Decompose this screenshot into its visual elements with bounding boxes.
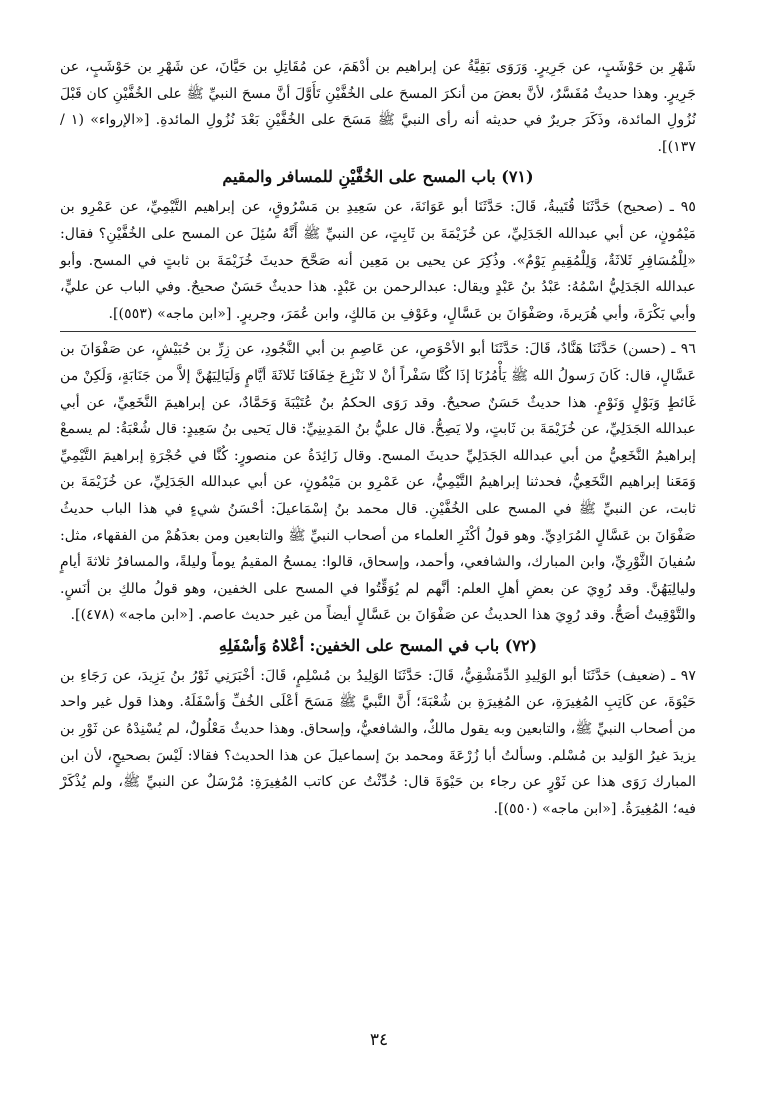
intro-paragraph: شَهْرِ بن حَوْشَبٍ، عن جَرِيرٍ. وَرَوَى بَقِيَّةُ عن إبراهيم بن أدْهَمَ، عن مُقَاتِلِ بن حَيَّانَ، عن شَهْرِ بن حَوْشَبٍ، عن جَرِيرٍ. وهذا حديثٌ مُفَسَّرٌ، لأنَّ بعضَ من أنكرَ المسحَ على الخُفَّيْنِ تَأَوَّلَ أنَّ مسحَ النبيِّ ﷺ على الخُفَّيْنِ كان قَبْلَ نُزُولِ المائدة، وذَكَرَ جريرٌ في حديثه أنه رأى النبيَّ ﷺ مَسَحَ على الخُفَّيْنِ بَعْدَ نُزُولِ المائدةِ. [«الإرواء» (١ / ١٣٧)]. <box>60 59 696 155</box>
page-number: ٣٤ <box>369 1030 389 1050</box>
section-72-heading: (٧٢) باب في المسح على الخفين: أعْلاهُ وَأسْفَلِهِ <box>218 635 538 655</box>
hadith-95: ٩٥ ـ (صحيح) حَدَّثَنَا قُتَيبةُ، قَالَ: حَدَّثَنَا أبو عَوَانَةَ، عن سَعِيدِ بن مَسْرُوقٍ، عن إبراهيم التَّيْمِيِّ، عن عَمْرِو بن مَيْمُونٍ، عن أبي عبدالله الجَدَلِيِّ، عن خُزَيْمَةَ بن ثَابِتٍ، عن النبيِّ ﷺ أَنَّهُ سُئِلَ عن المسح على الخُفَّيْنِ؟ فقال: «لِلْمُسَافِرِ ثَلاثَةٌ، وَلِلْمُقِيمِ يَوْمٌ». وذُكِرَ عن يحيى بن مَعِين أنه صَحَّحَ حديثَ خُزَيْمَةَ بن ثابتٍ في المسح. وأبو عبدالله الجَدَلِيُّ اسْمُهُ: عَبْدُ بنُ عَبْدٍ ويقال: عبدالرحمن بن عَبْدٍ. هذا حديثٌ حَسَنٌ صحيحٌ. وفي الباب عن عليٍّ، وأبي بَكْرَةَ، وأبي هُرَيرةَ، وصَفْوَانَ بن عَسَّالٍ، وعَوْفِ بن مَالكٍ، وابن عُمَرَ، وجريرٍ. [«ابن ماجه» (٥٥٣)]. <box>60 199 696 322</box>
hadith-97: ٩٧ ـ (ضعيف) حَدَّثَنَا أبو الوَلِيدِ الدِّمَشْقِيُّ، قَالَ: حَدَّثَنَا الوَلِيدُ بن مُسْلِمٍ، قَالَ: أخْبَرَنِي ثَوْرُ بنُ يَزِيدَ، عن رَجَاءِ بن حَيْوَةَ، عن كَاتِبِ المُغِيرَةِ، عن المُغِيرَةِ بن شُعْبَةَ؛ أَنَّ النَّبيَّ ﷺ مَسَحَ أعْلَى الخُفِّ وَأسْفَلَهُ. وهذا قول غير واحد من أصحاب النبيِّ ﷺ، والتابعين وبه يقول مالكٌ، والشافعيُّ، وإسحاق. وهذا حديثٌ مَعْلُولٌ، لم يُسْنِدْهُ عن ثَوْرِ بن يزيدَ غيرُ الوَليد بن مُسْلم. وسألتُ أبا زُرْعَةَ ومحمد بنَ إسماعيلَ عن هذا الحديث؟ فقالا: لَيْسَ بصحيحٍ، لأن ابن المبارك رَوَى هذا عن ثَوْرٍ عن رجاء بن حَيْوَةَ قال: حُدِّثْتُ عن كاتب المُغِيرَةِ: مُرْسَلٌ عن النبيِّ ﷺ، ولم يُذْكَرْ فيه؛ المُغِيرَةُ. [«ابن ماجه» (٥٥٠)]. <box>60 667 696 817</box>
hadith-96: ٩٦ ـ (حسن) حَدَّثَنَا هَنَّادٌ، قَالَ: حَدَّثَنَا أبو الأحْوَصِ، عن عَاصِمِ بن أبي النَّجُودِ، عن زِرِّ بن حُبَيْشٍ، عن صَفْوَانَ بن عَسَّالٍ، قال: كَانَ رَسولُ الله ﷺ يَأْمُرُنَا إذَا كُنَّا سَفْراً أنْ لا نَنْزِعَ خِفَافَنَا ثَلاثَةَ أيَّامٍ وَلَيَالِيَهُنَّ إلاَّ من جَنَابَةٍ، وَلَكِنْ من غَائطٍ وَبَوْلٍ وَنَوْمٍ. هذا حديثٌ حَسَنٌ صحيحٌ. وقد رَوَى الحكمُ بنُ عُتَيْبَةَ وَحَمَّادٌ، عن إبراهيمَ النَّخَعِيِّ، عن أبي عبدالله الجَدَلِيِّ، عن خُزَيْمَةَ بن ثَابتٍ، ولا يَصِحُّ. قال عليُّ بنُ المَدِينِيِّ: قال يَحيى بنُ سَعِيدٍ: قال شُعْبَةُ: لم يسمعْ إبراهيمُ النَّخَعِيُّ من أبي عبدالله الجَدَلِيِّ حديثَ المسح. وقال زَائِدَةُ عن منصورٍ: كُنَّا في حُجْرَةِ إبراهيمَ التَّيْمِيِّ وَمَعَنا إبراهيم النَّخَعِيُّ، فحدثنا إبراهيمُ التَّيْمِيُّ، عن عَمْرِو بن مَيْمُونٍ، عن أبي عبدالله الجَدَلِيِّ، عن خُزَيْمَةَ بن ثابت، عن النبيِّ ﷺ في المسح على الخُفَّيْنِ. قال محمد بنُ إسْمَاعيلَ: أحْسَنُ شيءٍ في هذا الباب حديثُ صَفْوَانَ بن عَسَّالٍ المُرَادِيِّ. وهو قولُ أكْثَرِ العلماء من أصحاب النبيِّ ﷺ والتابعين ومن بعدَهُمْ من الفقهاء، مثل: سُفيانَ الثَّوْرِيِّ، وابن المبارك، والشافعي، وأحمد، وإسحاق، قالوا: يمسحُ المقيمُ يوماً وليلةً، والمسافرُ ثلاثةَ أيامٍ وليالِيَهُنَّ. وقد رُوِيَ عن بعضِ أهلِ العلم: أنَّهم لم يُوَقِّتُوا في المسح على الخفين، وهو قولُ مالكِ بن أنَسٍ. والتَّوْقِيتُ أصَحُّ. وقد رُوِيَ هذا الحديثُ عن صَفْوَانَ بن عَسَّالٍ أيضاً من غير حديث عاصم. [«ابن ماجه» (٤٧٨)]. <box>60 341 696 624</box>
section-71-heading: (٧١) باب المسح على الخُفَّيْنِ للمسافر والمقيم <box>222 167 534 187</box>
divider <box>60 331 696 332</box>
